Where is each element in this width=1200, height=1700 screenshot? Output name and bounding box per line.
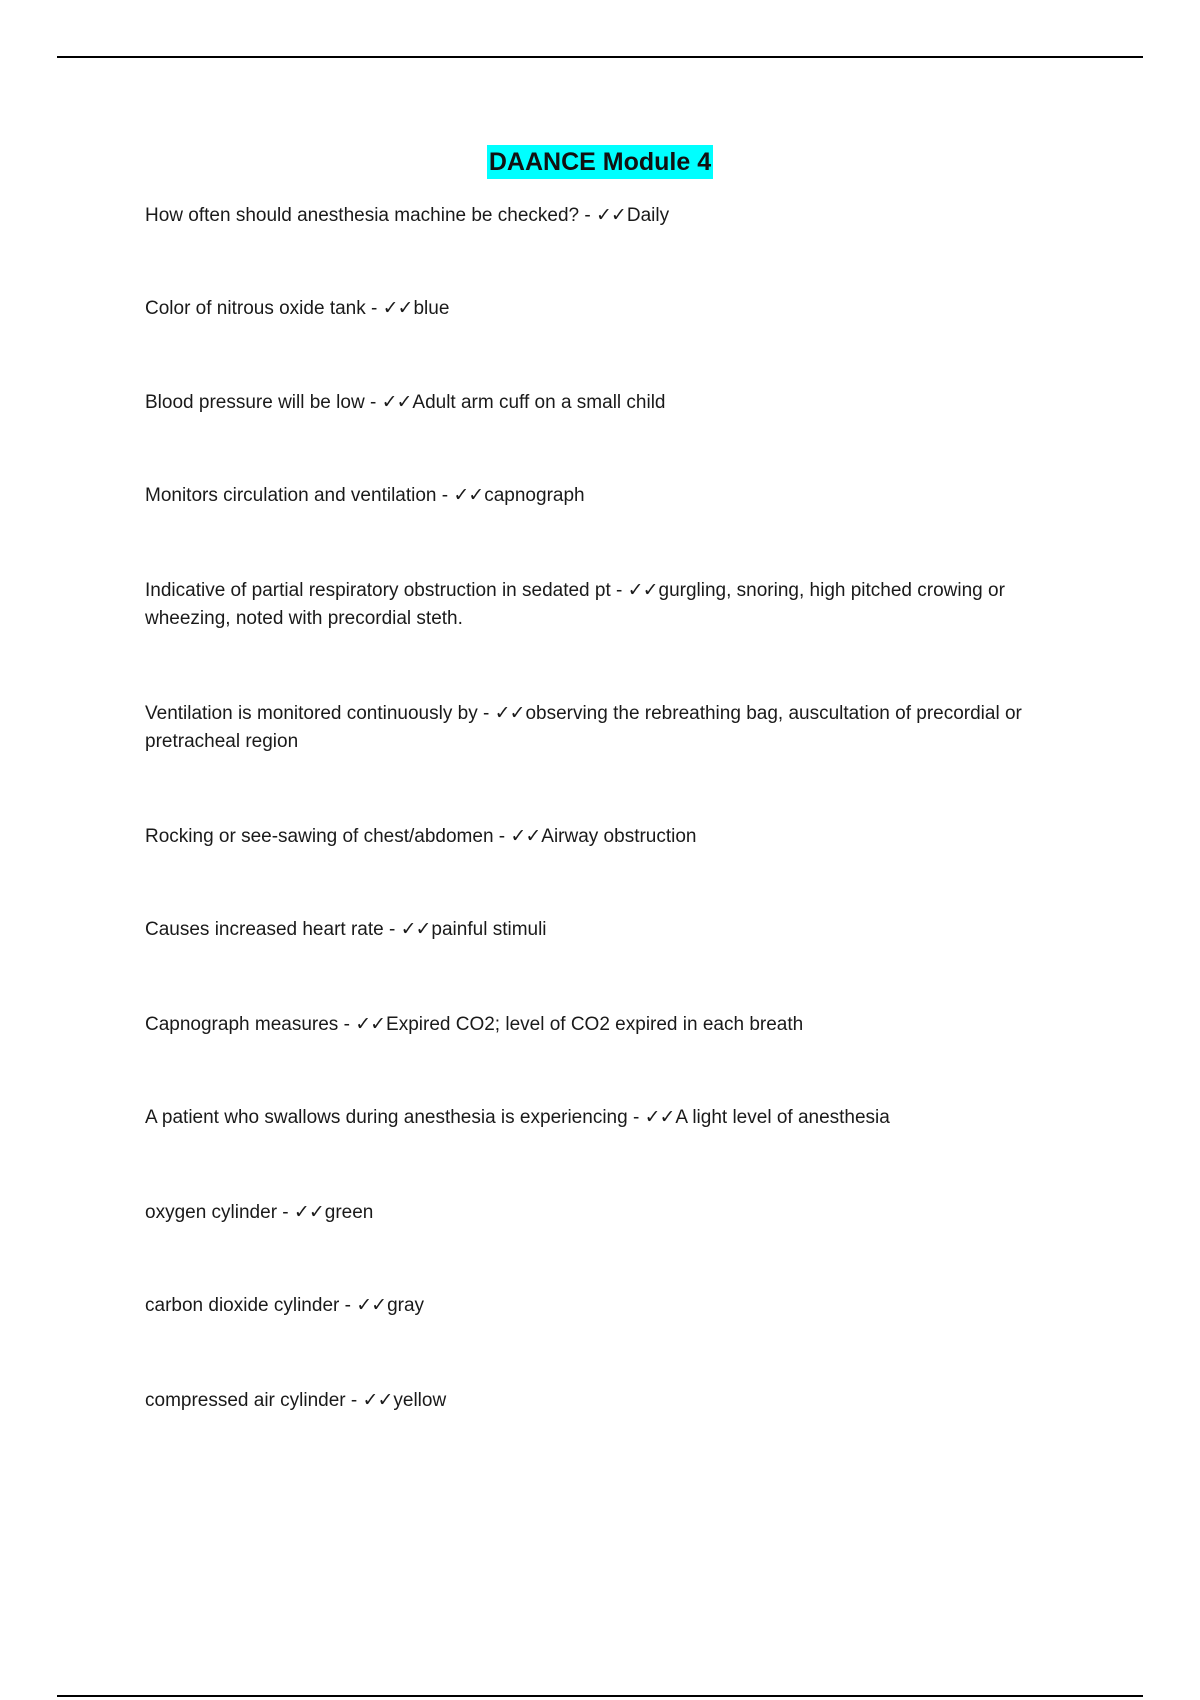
check-icon: ✓✓ xyxy=(510,825,541,847)
qa-item xyxy=(145,201,1085,230)
qa-item xyxy=(145,294,1085,323)
check-icon: ✓✓ xyxy=(356,1294,387,1316)
check-icon: ✓✓ xyxy=(382,297,413,319)
check-icon: ✓✓ xyxy=(381,391,412,413)
answer-text: yellow xyxy=(393,1390,447,1411)
separator: - xyxy=(493,826,511,847)
qa-item xyxy=(145,576,1085,633)
answer-text: Expired CO2; level of CO2 expired in each breath xyxy=(386,1014,804,1035)
question-text: Rocking or see-sawing of chest/abdomen xyxy=(145,826,494,847)
check-icon: ✓✓ xyxy=(362,1389,393,1411)
bottom-divider xyxy=(57,1695,1143,1697)
question-text: Ventilation is monitored continuously by xyxy=(145,703,478,724)
question-text: compressed air cylinder xyxy=(145,1390,346,1411)
qa-item xyxy=(145,388,1085,417)
qa-item xyxy=(145,1010,1085,1039)
answer-text: painful stimuli xyxy=(431,919,547,940)
qa-item xyxy=(145,1198,1085,1227)
answer-text: gurgling, snoring, high pitched crowing or wheezing, noted with precordial steth. xyxy=(145,580,1005,629)
question-text: carbon dioxide cylinder xyxy=(145,1295,340,1316)
qa-item xyxy=(145,915,1085,944)
answer-text: Daily xyxy=(626,205,670,226)
answer-text: green xyxy=(324,1202,374,1223)
question-text: Monitors circulation and ventilation xyxy=(145,485,437,506)
question-text: oxygen cylinder xyxy=(145,1202,278,1223)
qa-item xyxy=(145,822,1085,851)
check-icon: ✓✓ xyxy=(293,1201,324,1223)
check-icon: ✓✓ xyxy=(355,1013,386,1035)
answer-text: capnograph xyxy=(484,485,585,506)
question-text: How often should anesthesia machine be checked? xyxy=(145,205,580,226)
separator: - xyxy=(364,392,382,413)
qa-item xyxy=(145,1386,1085,1415)
top-divider xyxy=(57,56,1143,58)
separator: - xyxy=(365,298,383,319)
separator: - xyxy=(339,1295,357,1316)
separator: - xyxy=(579,205,597,226)
question-text: Indicative of partial respiratory obstruction in sedated pt xyxy=(145,580,611,601)
answer-text: observing the rebreathing bag, auscultation of precordial or pretracheal region xyxy=(145,703,1022,752)
separator: - xyxy=(338,1014,356,1035)
separator: - xyxy=(477,703,495,724)
title-container xyxy=(0,145,1200,179)
separator: - xyxy=(610,580,628,601)
question-text: Capnograph measures xyxy=(145,1014,339,1035)
question-text: A patient who swallows during anesthesia is experiencing xyxy=(145,1107,628,1128)
check-icon: ✓✓ xyxy=(453,484,484,506)
separator: - xyxy=(627,1107,645,1128)
qa-item xyxy=(145,1103,1085,1132)
answer-text: blue xyxy=(413,298,450,319)
answer-text: Airway obstruction xyxy=(541,826,697,847)
separator: - xyxy=(383,919,401,940)
question-text: Causes increased heart rate xyxy=(145,919,384,940)
answer-text: Adult arm cuff on a small child xyxy=(412,392,666,413)
qa-item xyxy=(145,699,1085,756)
document-title: DAANCE Module 4 xyxy=(487,145,713,179)
answer-text: gray xyxy=(387,1295,425,1316)
question-text: Blood pressure will be low xyxy=(145,392,365,413)
qa-item xyxy=(145,1291,1085,1320)
check-icon: ✓✓ xyxy=(400,918,431,940)
separator: - xyxy=(345,1390,363,1411)
separator: - xyxy=(277,1202,294,1223)
check-icon: ✓✓ xyxy=(596,204,626,226)
qa-item xyxy=(145,481,1085,510)
check-icon: ✓✓ xyxy=(644,1106,675,1128)
separator: - xyxy=(436,485,454,506)
check-icon: ✓✓ xyxy=(494,702,525,724)
question-text: Color of nitrous oxide tank xyxy=(145,298,366,319)
answer-text: A light level of anesthesia xyxy=(675,1107,890,1128)
check-icon: ✓✓ xyxy=(627,579,658,601)
